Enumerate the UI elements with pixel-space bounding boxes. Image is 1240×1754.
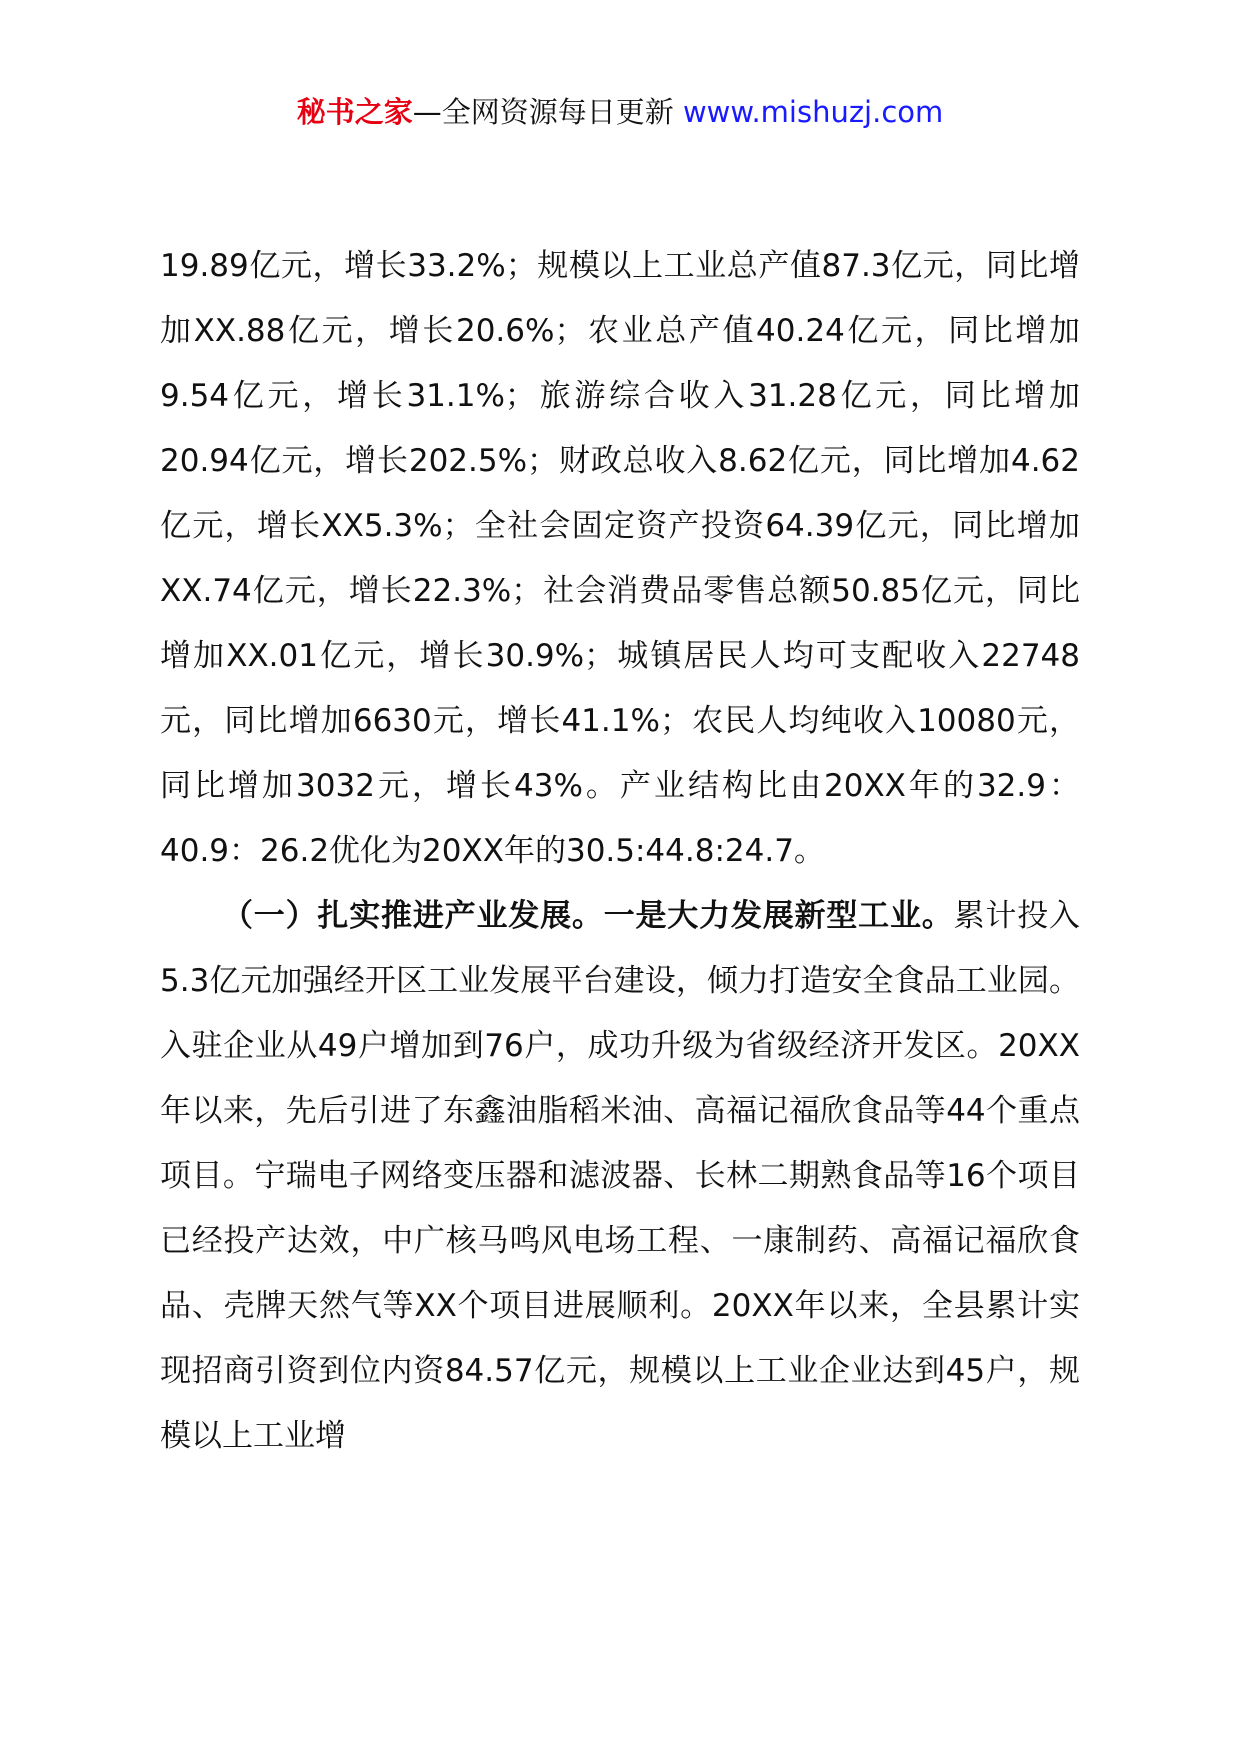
site-tagline: —全网资源每日更新 [412, 95, 674, 129]
document-body [160, 234, 1080, 1469]
paragraph-industry-development [160, 884, 1080, 1469]
site-brand: 秘书之家 [296, 95, 413, 129]
site-url-link[interactable]: www.mishuzj.com [682, 95, 944, 129]
site-header [0, 92, 1240, 132]
section-heading: （一）扎实推进产业发展。一是大力发展新型工业。 [222, 898, 954, 934]
paragraph-statistics: 19.89亿元，增长33.2%；规模以上工业总产值87.3亿元，同比增加XX.88亿元，增长20.6%；农业总产值40.24亿元，同比增加9.54亿元，增长31.1%；旅游综合收入31.28亿元，同比增加20.94亿元，增长202.5%；财政总收入8.62亿元，同比增加4.62亿元，增长XX5.3%；全社会固定资产投资64.39亿元，同比增加XX.74亿元，增长22.3%；社会消费品零售总额50.85亿元，同比增加XX.01亿元，增长30.9%；城镇居民人均可支配收入22748元，同比增加6630元，增长41.1%；农民人均纯收入10080元，同比增加3032元，增长43%。产业结构比由20XX年的32.9：40.9：26.2优化为20XX年的30.5:44.8:24.7。 [160, 248, 1080, 869]
paragraph-industry-text: 累计投入5.3亿元加强经开区工业发展平台建设，倾力打造安全食品工业园。入驻企业从49户增加到76户，成功升级为省级经济开发区。20XX年以来，先后引进了东鑫油脂稻米油、高福记福欣食品等44个重点项目。宁瑞电子网络变压器和滤波器、长林二期熟食品等16个项目已经投产达效，中广核马鸣风电场工程、一康制药、高福记福欣食品、壳牌天然气等XX个项目进展顺利。20XX年以来，全县累计实现招商引资到位内资84.57亿元，规模以上工业企业达到45户，规模以上工业增 [160, 898, 1081, 1454]
